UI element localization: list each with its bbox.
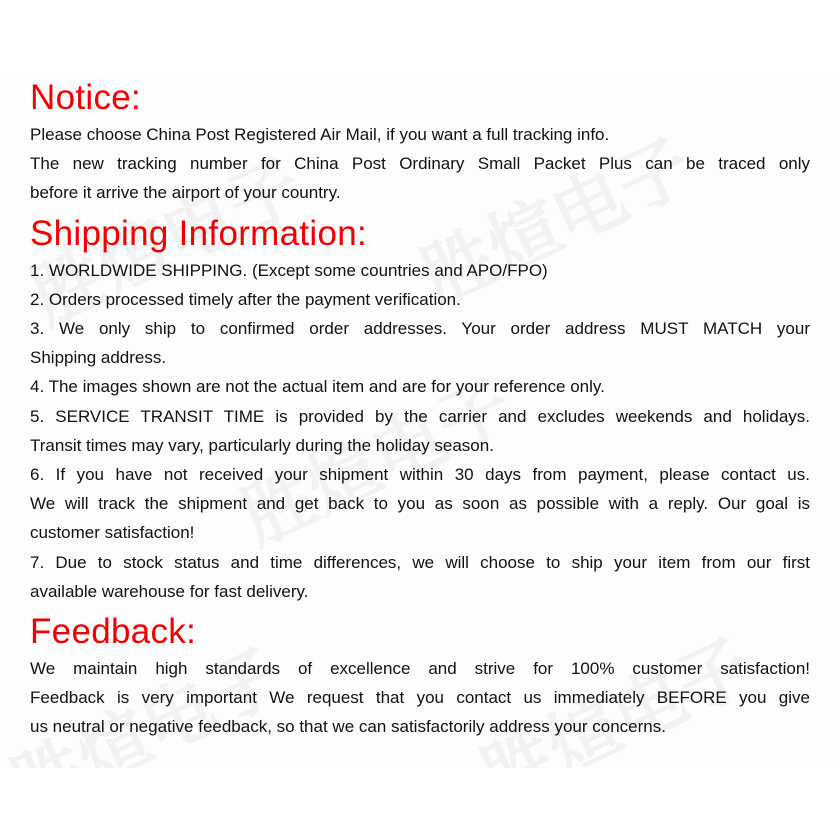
shipping-section xyxy=(30,212,810,606)
shipping-line: Shipping address. xyxy=(30,348,167,368)
shipping-line: 3. We only ship to confirmed order addresses. Your order address MUST MATCH your xyxy=(30,319,810,339)
shipping-heading: Shipping Information: xyxy=(30,213,368,253)
shipping-line: 2. Orders processed timely after the payment verification. xyxy=(30,289,461,309)
shipping-line: 4. The images shown are not the actual item and are for your reference only. xyxy=(30,377,605,397)
shipping-line: 6. If you have not received your shipment within 30 days from payment, please contact us. xyxy=(30,465,810,485)
notice-line: Please choose China Post Registered Air Mail, if you want a full tracking info. xyxy=(30,125,610,144)
shipping-line: We will track the shipment and get back to you as soon as possible with a reply. Our goal is xyxy=(30,494,810,514)
feedback-heading: Feedback: xyxy=(30,612,197,652)
notice-line: The new tracking number for China Post Ordinary Small Packet Plus can be traced only xyxy=(30,154,810,174)
shipping-line: 7. Due to stock status and time differences, we will choose to ship your item from our first xyxy=(30,552,810,572)
content xyxy=(30,74,810,742)
shipping-line: 1. WORLDWIDE SHIPPING. (Except some countries and APO/FPO) xyxy=(30,260,548,280)
feedback-section xyxy=(30,610,810,742)
notice-section xyxy=(30,76,810,208)
feedback-line: We maintain high standards of excellence and strive for 100% customer satisfaction! xyxy=(30,659,810,679)
shipping-line: 5. SERVICE TRANSIT TIME is provided by the carrier and excludes weekends and holidays. xyxy=(30,406,810,426)
shipping-line: customer satisfaction! xyxy=(30,523,195,543)
feedback-line: us neutral or negative feedback, so that we can satisfactorily address your concerns. xyxy=(30,717,666,737)
notice-line: before it arrive the airport of your country. xyxy=(30,183,341,203)
notice-heading: Notice: xyxy=(30,78,142,117)
shipping-line: available warehouse for fast delivery. xyxy=(30,581,309,601)
feedback-line: Feedback is very important We request that you contact us immediately BEFORE you give xyxy=(30,688,810,708)
notice-panel xyxy=(0,74,840,768)
shipping-line: Transit times may vary, particularly during the holiday season. xyxy=(30,435,494,455)
